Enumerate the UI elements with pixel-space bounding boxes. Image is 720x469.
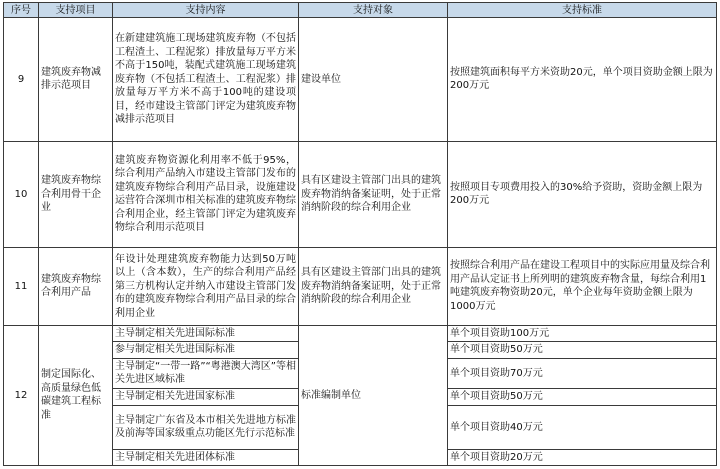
content-cell: 年设计处理建筑废弃物能力达到50万吨以上（含本数），生产的综合利用产品经第三方机构认定并纳入市建设主管部门发布的建筑废弃物综合利用产品目录的综合利用企业	[113, 248, 299, 326]
row-number: 12	[4, 325, 39, 465]
standard-cell: 按照项目专项费用投入的30%给予资助，资助金额上限为200万元	[448, 141, 717, 247]
standard-cell: 单个项目资助70万元	[448, 358, 717, 389]
content-cell: 建筑废弃物资源化利用率不低于95%，综合利用产品纳入市建设主管部门发布的建筑废弃物综合利用产品目录，设施建设运营符合深圳市相关标准的建筑废弃物综合利用企业，经主管部门评定为建筑废弃物综合利用示范项目	[113, 141, 299, 247]
content-cell: 主导制定相关先进国家标准	[113, 389, 299, 405]
project-cell: 制定国际化、高质量绿色低碳建筑工程标准	[39, 325, 113, 465]
target-cell: 标准编制单位	[299, 325, 448, 465]
support-policy-table	[3, 2, 717, 466]
target-cell: 具有区建设主管部门出具的建筑废弃物消纳备案证明，处于正常消纳阶段的综合利用企业	[299, 248, 448, 326]
row-number: 10	[4, 141, 39, 247]
table-row	[4, 248, 717, 326]
standard-cell: 单个项目资助40万元	[448, 405, 717, 449]
row-number: 9	[4, 18, 39, 142]
content-cell: 主导制定广东省及本市相关先进地方标准及前海等国家级重点功能区先行示范标准	[113, 405, 299, 449]
target-cell: 具有区建设主管部门出具的建筑废弃物消纳备案证明，处于正常消纳阶段的综合利用企业	[299, 141, 448, 247]
project-cell: 建筑废弃物减排示范项目	[39, 18, 113, 142]
col-header-content: 支持内容	[113, 3, 299, 18]
project-cell: 建筑废弃物综合利用产品	[39, 248, 113, 326]
col-header-standard: 支持标准	[448, 3, 717, 18]
standard-cell: 单个项目资助50万元	[448, 389, 717, 405]
project-cell: 建筑废弃物综合利用骨干企业	[39, 141, 113, 247]
content-cell: 主导制定“一带一路”“粤港澳大湾区”等相关先进区域标准	[113, 358, 299, 389]
col-header-num: 序号	[4, 3, 39, 18]
col-header-target: 支持对象	[299, 3, 448, 18]
standard-cell: 单个项目资助100万元	[448, 325, 717, 341]
standard-cell: 单个项目资助50万元	[448, 342, 717, 358]
table-row	[4, 325, 717, 341]
header-row	[4, 3, 717, 18]
standard-cell: 单个项目资助20万元	[448, 449, 717, 465]
row-number: 11	[4, 248, 39, 326]
standard-cell: 按照综合利用产品在建设工程项目中的实际应用量及综合利用产品认定证书上所列明的建筑废弃物含量，每综合利用1吨建筑废弃物资助20元，单个企业每年资助金额上限为1000万元	[448, 248, 717, 326]
table-row	[4, 18, 717, 142]
content-cell: 主导制定相关先进国际标准	[113, 325, 299, 341]
content-cell: 参与制定相关先进国际标准	[113, 342, 299, 358]
content-cell: 主导制定相关先进团体标准	[113, 449, 299, 465]
target-cell: 建设单位	[299, 18, 448, 142]
col-header-project: 支持项目	[39, 3, 113, 18]
standard-cell: 按照建筑面积每平方米资助20元，单个项目资助金额上限为200万元	[448, 18, 717, 142]
content-cell: 在新建建筑施工现场建筑废弃物（不包括工程渣土、工程泥浆）排放量每万平方米不高于150吨，装配式建筑施工现场建筑废弃物（不包括工程渣土、工程泥浆）排放量每万平方米不高于100吨的建设项目，经市建设主管部门评定为建筑废弃物减排示范项目	[113, 18, 299, 142]
table-row	[4, 141, 717, 247]
